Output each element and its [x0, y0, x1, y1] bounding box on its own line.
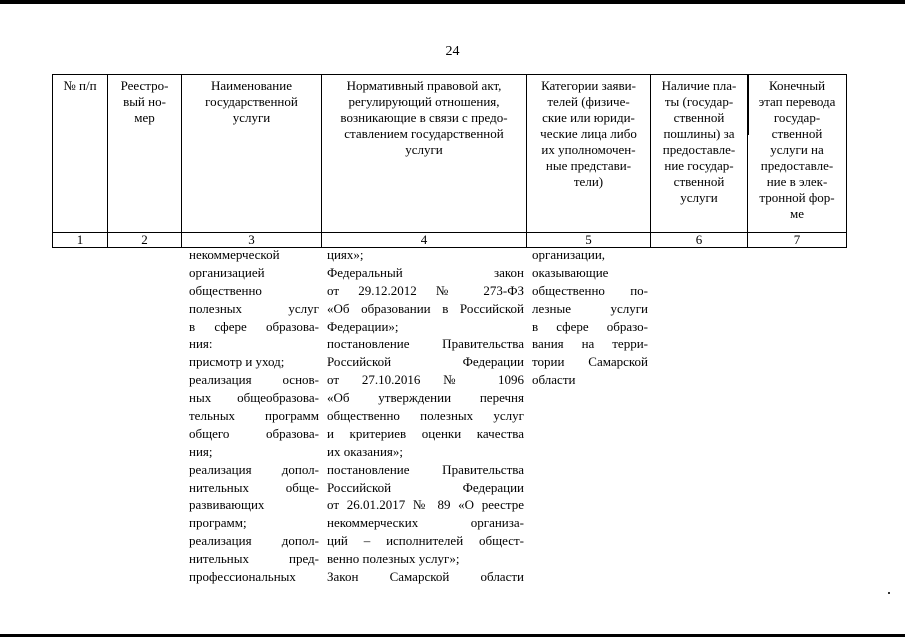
header-col-legal-act — [322, 75, 527, 233]
column-number: 5 — [527, 233, 651, 248]
header-line: тели) — [573, 174, 604, 189]
text-line: постановление Правительства — [327, 336, 524, 352]
text-line: ния; — [189, 443, 213, 459]
text-line: тории Самарской — [532, 354, 648, 370]
scan-speck — [888, 592, 890, 594]
header-line: услуги — [405, 142, 443, 157]
text-line: области — [532, 372, 576, 388]
text-line: присмотр и уход; — [189, 354, 285, 370]
text-line: некоммерческих организа- — [327, 515, 524, 531]
header-line: услуги — [232, 110, 271, 125]
text-line: Российской Федерации — [327, 479, 524, 495]
text-line: ния: — [189, 336, 213, 352]
text-line: в сфере образова- — [189, 318, 319, 334]
text-line: профессиональных — [189, 569, 296, 585]
column-number: 1 — [53, 233, 108, 248]
header-line: Наименование — [211, 78, 292, 93]
header-line: этап перевода — [758, 94, 836, 109]
header-col-applicants — [527, 75, 651, 233]
text-line: от 26.01.2017 № 89 «О реестре — [327, 497, 524, 513]
text-line: общего образова- — [189, 425, 319, 441]
text-line: вания на терри- — [532, 336, 648, 352]
header-line: мер — [134, 110, 155, 125]
header-col-final-stage — [748, 75, 847, 233]
text-line: от 27.10.2016 № 1096 — [327, 372, 524, 388]
text-line: «Об утверждении перечня — [327, 390, 524, 406]
header-line: ственной — [673, 174, 725, 189]
header-line: Конечный — [768, 78, 826, 93]
header-line: регулирующий отношения, — [348, 94, 500, 109]
header-line: ние государ- — [664, 158, 734, 173]
text-line: и критериев оценки качества — [327, 425, 524, 441]
text-line: Российской Федерации — [327, 354, 524, 370]
text-line: от 29.12.2012 № 273-ФЗ — [327, 282, 524, 298]
column-number: 6 — [651, 233, 748, 248]
text-line: лезные услуги — [532, 300, 648, 316]
header-line: государственной — [205, 94, 298, 109]
column-number: 7 — [748, 233, 847, 248]
text-line: Закон Самарской области — [327, 569, 524, 585]
top-border — [0, 0, 905, 4]
text-line: венно полезных услуг»; — [327, 551, 460, 567]
header-line: ственной — [673, 110, 725, 125]
header-line: ты (государ- — [664, 94, 734, 109]
text-line: развивающих — [189, 497, 265, 513]
header-line: Категории заяви- — [541, 78, 636, 93]
text-line: ных общеобразова- — [189, 390, 319, 406]
header-line: Наличие пла- — [661, 78, 737, 93]
header-line: их уполномочен- — [541, 142, 636, 157]
text-line: ций – исполнителей общест- — [327, 533, 524, 549]
text-line: реализация допол- — [189, 461, 319, 477]
text-line: Федерации»; — [327, 318, 399, 334]
header-line: государ- — [773, 110, 821, 125]
text-line: общественно — [189, 282, 262, 298]
text-line: общественно по- — [532, 282, 648, 298]
applicants-continuation — [532, 246, 648, 389]
text-line: некоммерческой — [189, 247, 280, 262]
header-line: предоставле- — [662, 142, 736, 157]
header-col-number — [53, 75, 108, 233]
text-line: «Об образовании в Российской — [327, 300, 524, 316]
header-col-fee — [651, 75, 748, 233]
text-line: организации, — [532, 247, 606, 262]
header-line: предоставле- — [760, 158, 834, 173]
header-line: услуги — [680, 190, 718, 205]
text-line: нительных обще- — [189, 479, 319, 495]
legal-act-continuation — [327, 246, 524, 586]
header-line: ческие лица либо — [540, 126, 637, 141]
header-line: ные представи- — [545, 158, 632, 173]
bottom-border — [0, 634, 905, 637]
text-line: оказывающие — [532, 264, 609, 280]
header-line: возникающие в связи с предо- — [340, 110, 508, 125]
text-line: реализация основ- — [189, 372, 319, 388]
header-line: вый но- — [123, 94, 166, 109]
header-line: ственной — [771, 126, 823, 141]
text-line: циях»; — [327, 247, 364, 262]
header-line: ставлением государственной — [344, 126, 504, 141]
header-line: Нормативный правовой акт, — [346, 78, 502, 93]
header-line: ме — [790, 206, 804, 221]
header-line: услуги на — [770, 142, 824, 157]
header-line: тронной фор- — [759, 190, 835, 205]
header-line: ние в элек- — [766, 174, 828, 189]
text-line: полезных услуг — [189, 300, 319, 316]
header-line: телей (физиче- — [547, 94, 630, 109]
text-line: организацией — [189, 264, 265, 280]
header-row — [53, 75, 847, 233]
column-number: 2 — [108, 233, 182, 248]
service-name-continuation — [189, 246, 319, 586]
header-line: пошлины) за — [663, 126, 735, 141]
header-col-service-name — [182, 75, 322, 233]
column-number: 3 — [182, 233, 322, 248]
column-number: 4 — [322, 233, 527, 248]
text-line: постановление Правительства — [327, 461, 524, 477]
text-line: общественно полезных услуг — [327, 408, 524, 424]
header-line: № п/п — [63, 78, 97, 93]
text-line: нительных пред- — [189, 551, 319, 567]
text-line: тельных программ — [189, 408, 319, 424]
header-col-registry-number — [108, 75, 182, 233]
header-line: ские или юриди- — [542, 110, 635, 125]
text-line: реализация допол- — [189, 533, 319, 549]
header-line: Реестро- — [120, 78, 169, 93]
registry-table — [52, 74, 847, 248]
text-line: их оказания»; — [327, 443, 404, 459]
text-line: в сфере образо- — [532, 318, 648, 334]
page-number: 24 — [445, 44, 460, 59]
text-line: программ; — [189, 515, 247, 531]
text-line: Федеральный закон — [327, 264, 524, 280]
